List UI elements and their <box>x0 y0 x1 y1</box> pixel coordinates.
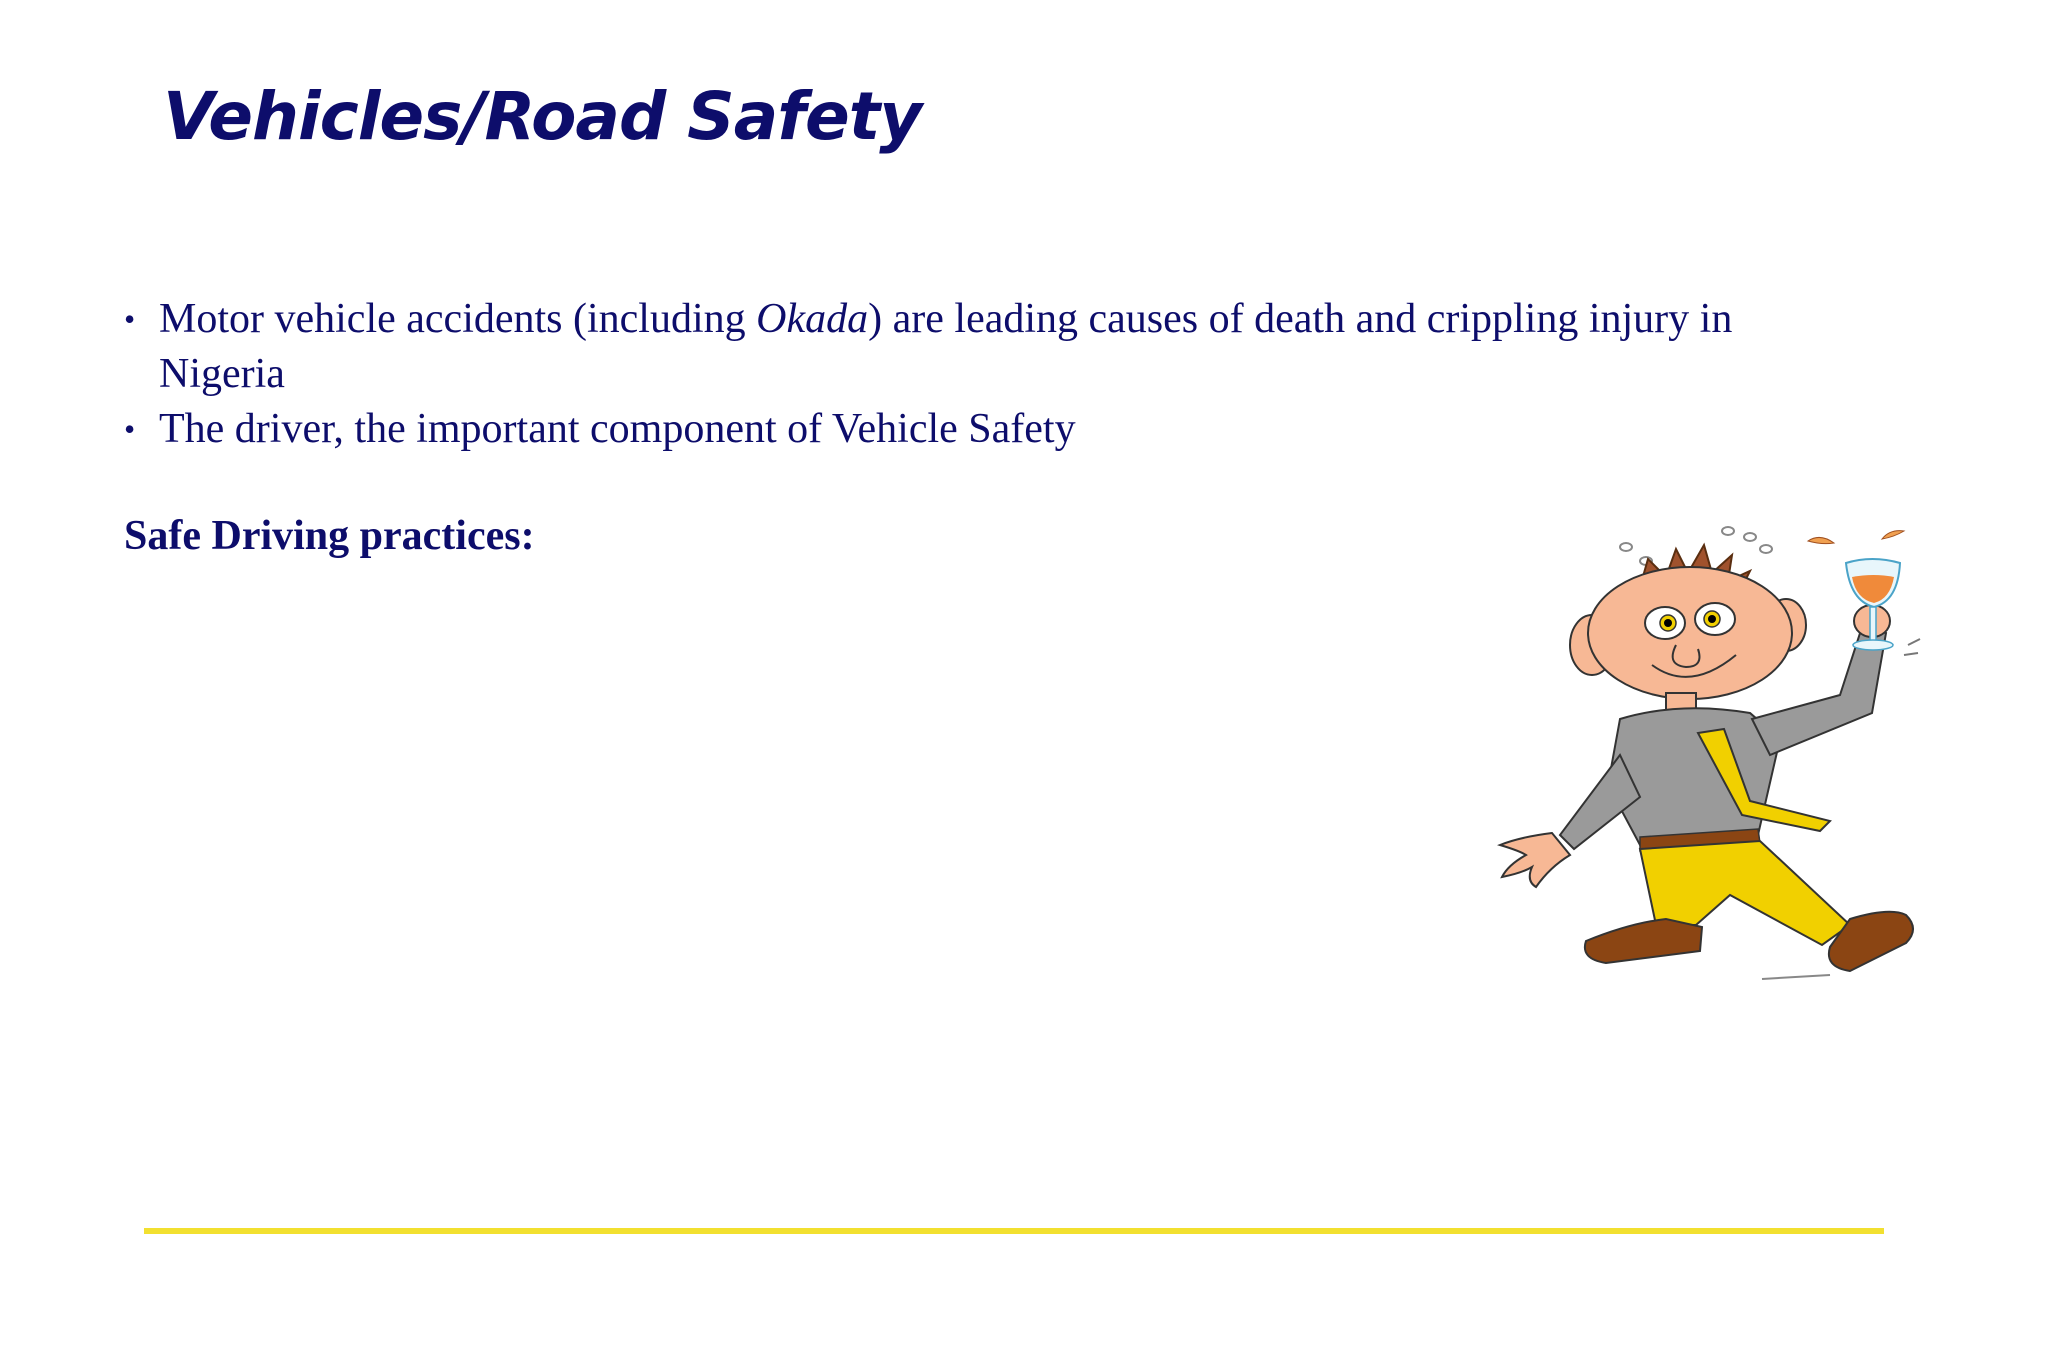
bullet-item <box>124 292 1824 402</box>
slide-title: Vehicles/Road Safety <box>163 78 922 155</box>
footer-rule <box>144 1228 1884 1234</box>
drunk-man-with-wine-glass-icon <box>1490 515 2010 995</box>
bullet-list <box>124 292 1824 457</box>
bullet-icon: • <box>124 301 136 337</box>
bullet-text-part: ) are leading causes of death and crippling injury in Nigeria <box>159 296 1733 397</box>
bullet-text-part: Motor vehicle accidents (including <box>159 296 757 342</box>
bullet-text-emphasis: Okada <box>756 296 869 342</box>
bullet-text <box>159 296 1732 397</box>
section-heading: Safe Driving practices: <box>124 513 535 559</box>
bullet-item <box>124 402 1824 457</box>
bullet-text <box>159 406 1076 452</box>
bullet-icon: • <box>124 411 136 447</box>
bullet-text-part: The driver, the important component of Vehicle Safety <box>159 406 1076 452</box>
